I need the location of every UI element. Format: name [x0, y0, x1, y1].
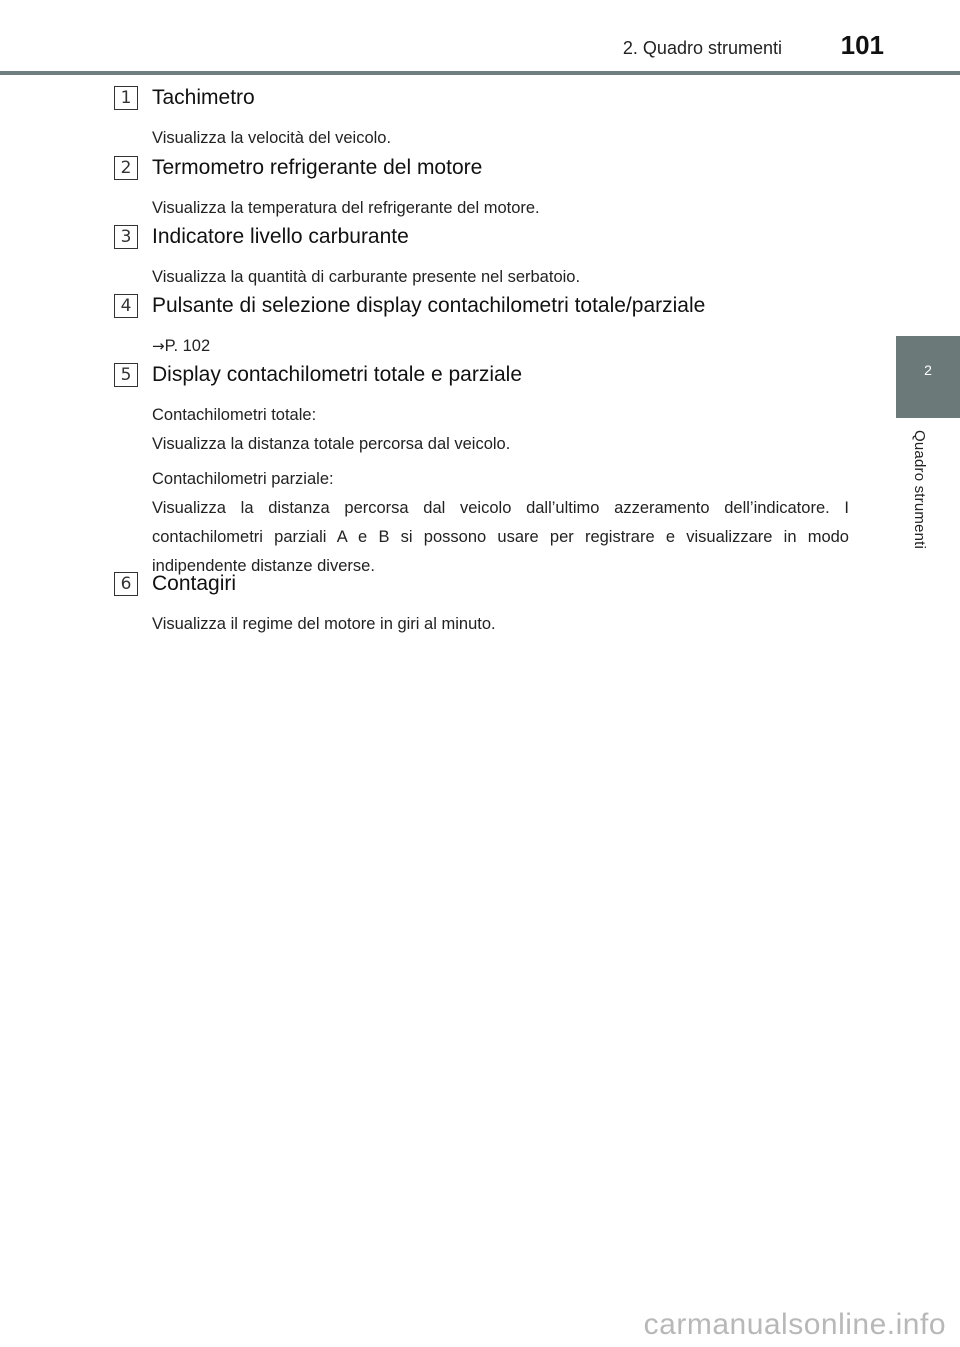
list-item: [114, 570, 849, 640]
description-text: Visualizza la quantità di carburante presente nel serbatoio.: [152, 268, 581, 286]
item-title: Indicatore livello carburante: [152, 225, 409, 248]
reference-text: P. 102: [164, 337, 211, 355]
item-title: Display contachilometri totale e parziale: [152, 363, 523, 386]
item-description: [152, 610, 849, 639]
item-description: [152, 332, 849, 361]
description-text: Visualizza il regime del motore in giri al minuto.: [152, 615, 496, 633]
description-text: Visualizza la temperatura del refrigerante del motore.: [152, 199, 540, 217]
description-text: Contachilometri totale:: [152, 406, 317, 424]
item-number-badge: 4: [114, 294, 138, 318]
list-item: [114, 223, 849, 292]
item-title: Tachimetro: [152, 86, 255, 109]
item-description: [152, 194, 849, 223]
item-title: Pulsante di selezione display contachilometri totale/parziale: [152, 294, 706, 317]
arrow-right-icon: →: [152, 337, 165, 355]
description-text: Contachilometri parziale:: [152, 470, 334, 488]
header-divider: [0, 71, 960, 75]
description-text: Visualizza la velocità del veicolo.: [152, 129, 392, 147]
description-text: Visualizza la distanza percorsa dal veicolo dall’ultimo azzeramento dell’indicatore. I contachilometri parziali A e B si possono usare per registrare e visualizzare in modo indipendente distanze diverse.: [152, 499, 849, 575]
watermark: carmanualsonline.info: [643, 1308, 946, 1341]
chapter-tab: [896, 336, 960, 418]
list-item: [114, 292, 849, 361]
item-list: [114, 84, 849, 640]
item-title: Contagiri: [152, 572, 237, 595]
chapter-label: Quadro strumenti: [911, 430, 928, 550]
description-group: [152, 401, 849, 459]
item-title: Termometro refrigerante del motore: [152, 156, 483, 179]
item-number-badge: 1: [114, 86, 138, 110]
item-number-badge: 5: [114, 363, 138, 387]
page-header: [0, 0, 960, 76]
list-item: [114, 154, 849, 223]
item-description: [152, 401, 849, 581]
item-number-badge: 6: [114, 572, 138, 596]
section-title: 2. Quadro strumenti: [622, 38, 782, 58]
description-text: Visualizza la distanza totale percorsa dal veicolo.: [152, 435, 511, 453]
item-description: [152, 124, 849, 153]
description-group: [152, 465, 849, 581]
chapter-number: 2: [924, 362, 932, 378]
item-number-badge: 2: [114, 156, 138, 180]
item-number-badge: 3: [114, 225, 138, 249]
item-description: [152, 263, 849, 292]
list-item: [114, 84, 849, 154]
list-item: [114, 361, 849, 575]
page-number: 101: [840, 30, 884, 60]
page-reference[interactable]: [152, 332, 849, 361]
